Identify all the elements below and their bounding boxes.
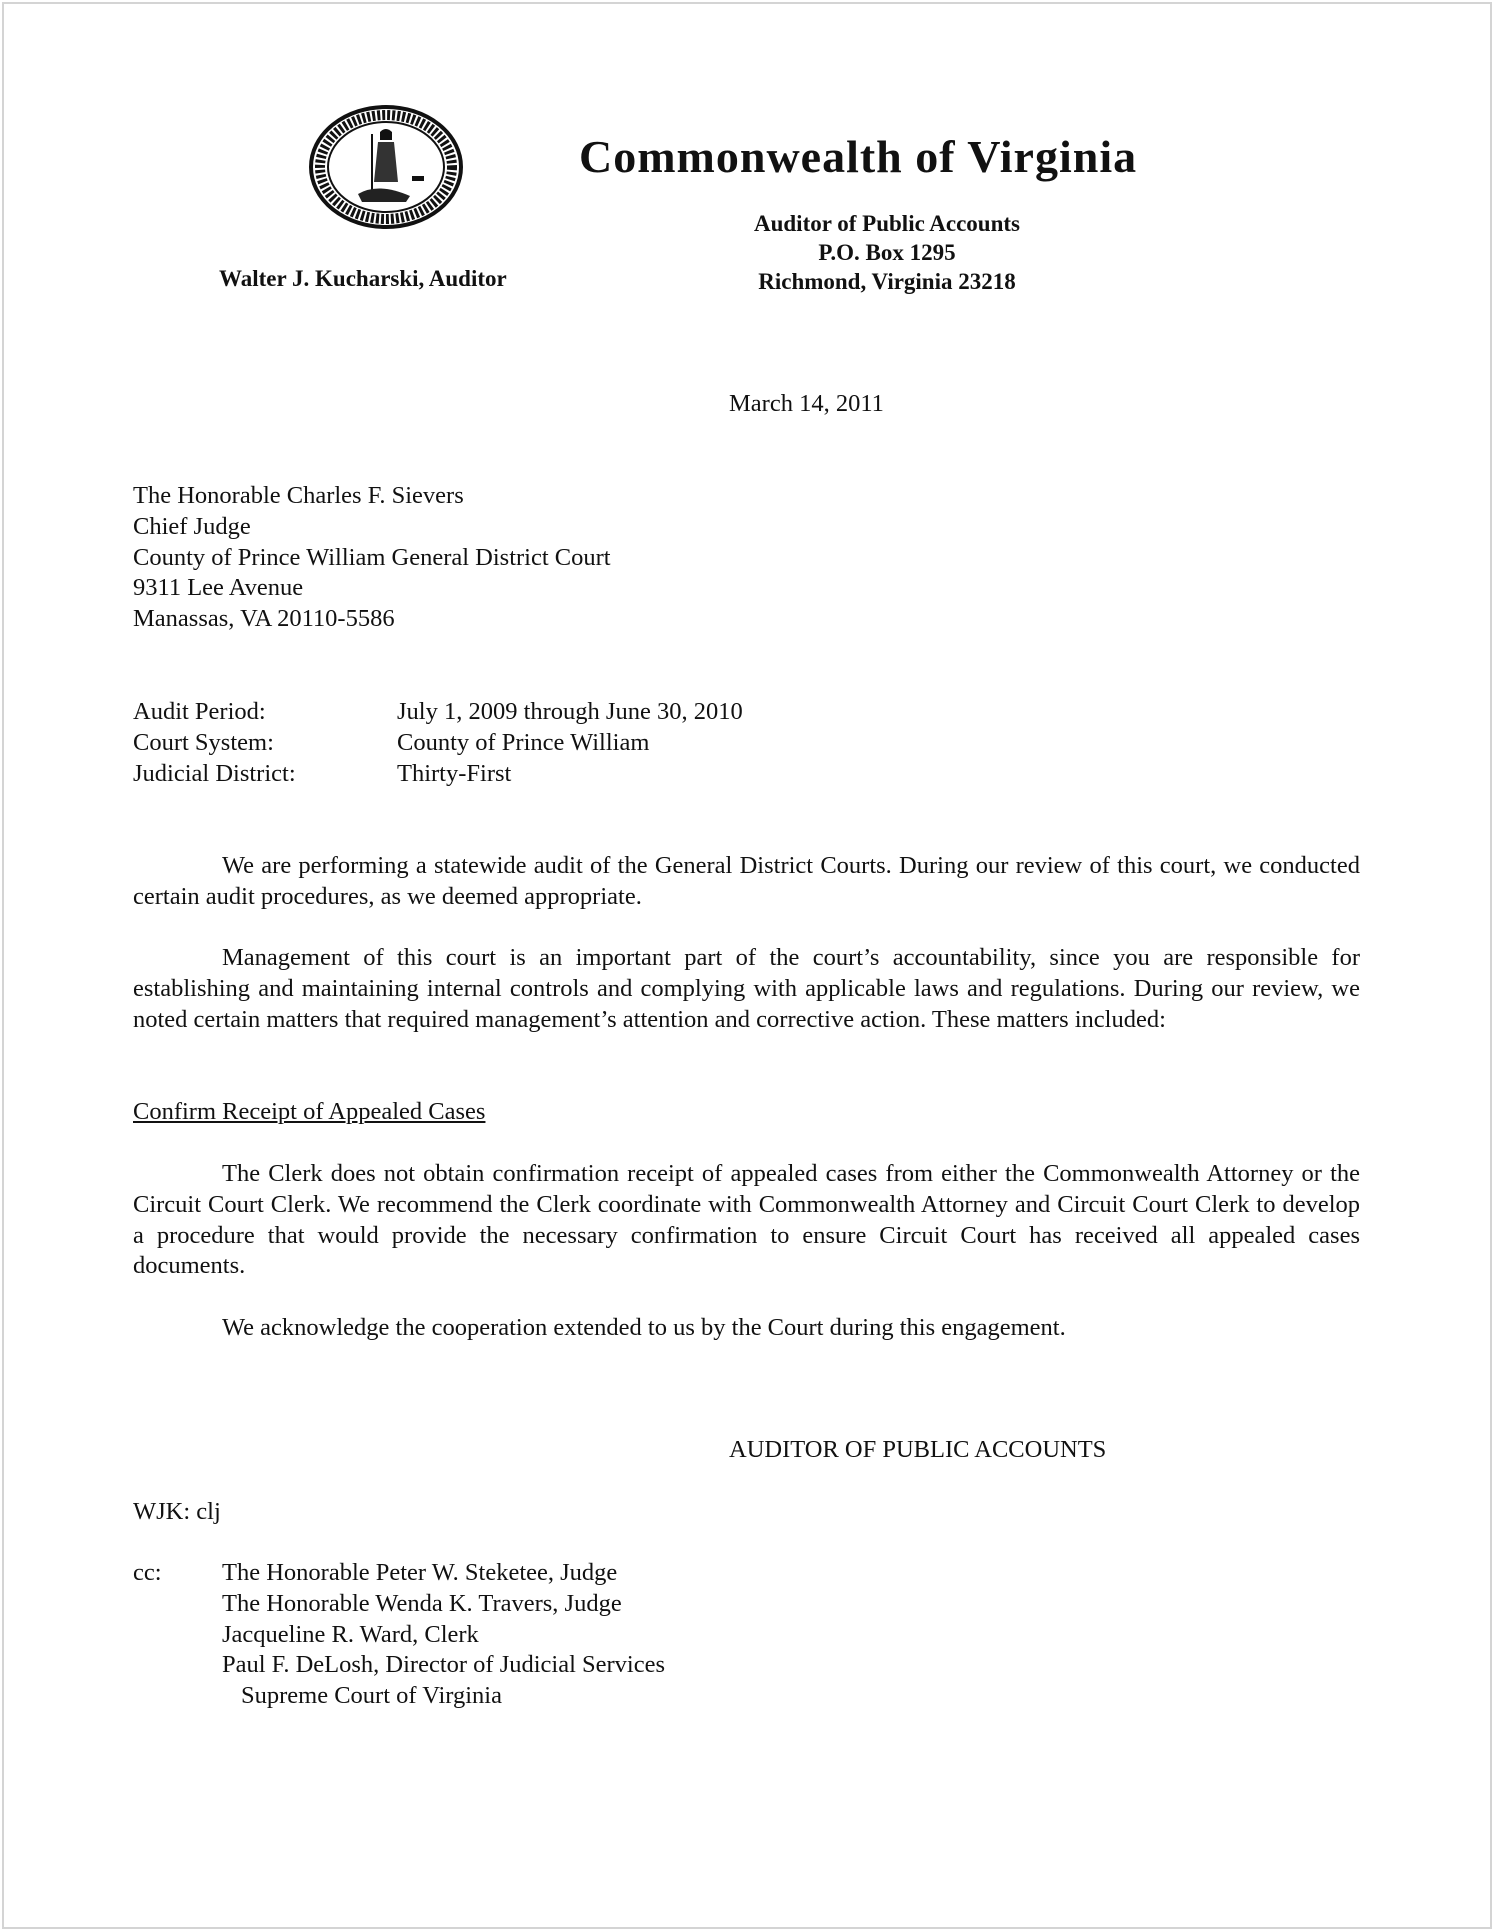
recipient-line: Chief Judge [133, 512, 251, 540]
paragraph-finding: The Clerk does not obtain confirmation receipt of appealed cases from either the Commonwealth Attorney or the Circuit Court Clerk. We recommend the Clerk coordinate with Commonwealth Attorney and Circuit Court Clerk to develop a procedure that would provide the necessary confirmation to ensure Circuit Court has received all appealed cases documents. [133, 1160, 1360, 1280]
recipient-line: County of Prince William General District Court [133, 543, 611, 571]
audit-period-value: July 1, 2009 through June 30, 2010 [397, 698, 743, 725]
audit-info [133, 697, 743, 789]
initials: WJK: clj [133, 1498, 221, 1525]
cc-list [222, 1558, 665, 1712]
court-system-label: Court System: [133, 728, 274, 756]
judicial-district-value: Thirty-First [397, 759, 512, 787]
letter-date: March 14, 2011 [729, 390, 884, 417]
po-box: P.O. Box 1295 [818, 240, 956, 265]
cc-item: Jacqueline R. Ward, Clerk [222, 1620, 479, 1648]
judicial-district-label: Judicial District: [133, 759, 296, 787]
cc-item: The Honorable Peter W. Steketee, Judge [222, 1559, 618, 1586]
recipient-address [133, 481, 611, 635]
signature-block: AUDITOR OF PUBLIC ACCOUNTS [729, 1436, 1107, 1463]
audit-period-label: Audit Period: [133, 698, 266, 725]
court-system-value: County of Prince William [397, 728, 650, 756]
office-city: Richmond, Virginia 23218 [758, 269, 1016, 294]
auditor-name: Walter J. Kucharski, Auditor [219, 266, 507, 291]
recipient-line: Manassas, VA 20110-5586 [133, 605, 395, 633]
cc-item: Supreme Court of Virginia [241, 1682, 502, 1710]
paragraph-acknowledgement: We acknowledge the cooperation extended to us by the Court during this engagement. [222, 1314, 1066, 1341]
recipient-line: 9311 Lee Avenue [133, 574, 304, 602]
letterhead-title: Commonwealth of Virginia [579, 131, 1138, 182]
virginia-seal-logo [308, 104, 464, 230]
cc-item: Paul F. DeLosh, Director of Judicial Services [222, 1651, 666, 1679]
office-name: Auditor of Public Accounts [753, 211, 1021, 236]
office-address [687, 209, 1087, 296]
cc-item: The Honorable Wenda K. Travers, Judge [222, 1589, 622, 1617]
cc-label: cc: [133, 1559, 162, 1586]
finding-heading: Confirm Receipt of Appealed Cases [133, 1098, 486, 1125]
paragraph-management: Management of this court is an important part of the court’s accountability, since you are responsible for establishing and maintaining internal controls and complying with applicable laws and regulations. During our review, we noted certain matters that required management’s attention and corrective action. These matters included: [133, 944, 1360, 1033]
recipient-line: The Honorable Charles F. Sievers [133, 482, 464, 509]
paragraph-intro: We are performing a statewide audit of the General District Courts. During our review of this court, we conducted certain audit procedures, as we deemed appropriate. [133, 852, 1360, 910]
